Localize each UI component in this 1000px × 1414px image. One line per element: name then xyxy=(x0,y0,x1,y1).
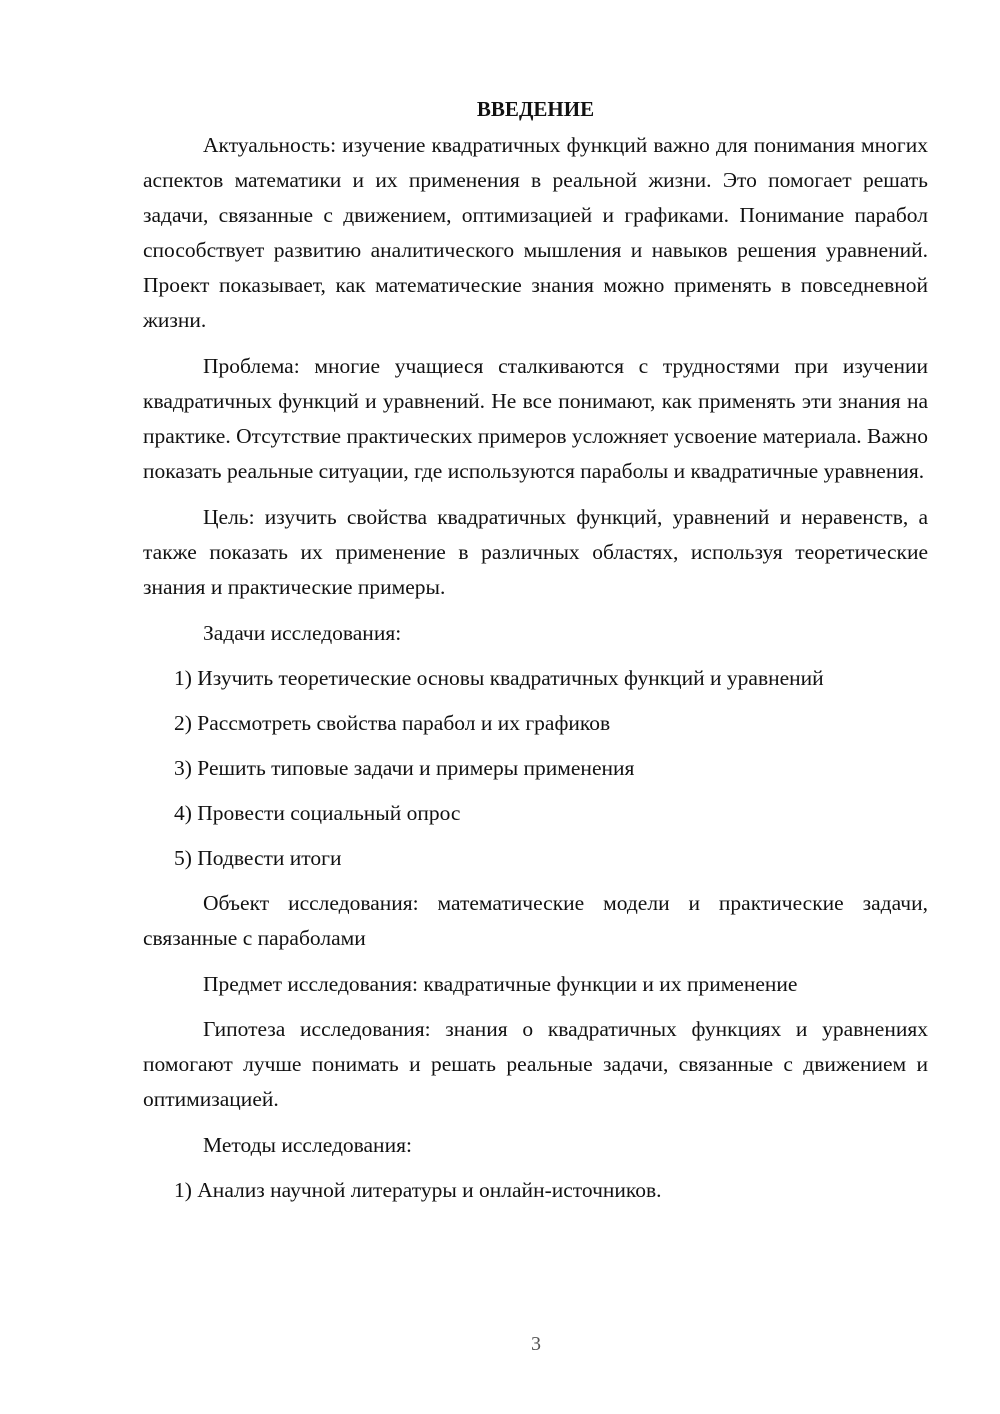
relevance-paragraph: Актуальность: изучение квадратичных функций важно для понимания многих аспектов математики и их применения в реальной жизни. Это помогает решать задачи, связанные с движением, оптимизацией и графиками. Понимание парабол способствует развитию аналитического мышления и навыков решения уравнений. Проект показывает, как математические знания можно применять в повседневной жизни. xyxy=(143,133,928,332)
method-item-1: 1) Анализ научной литературы и онлайн-источников. xyxy=(174,1178,662,1202)
subject-paragraph: Предмет исследования: квадратичные функции и их применение xyxy=(203,972,798,996)
object-paragraph: Объект исследования: математические модели и практические задачи, связанные с параболами xyxy=(143,891,928,950)
document-page xyxy=(143,92,928,1218)
task-item-2: 2) Рассмотреть свойства парабол и их графиков xyxy=(174,711,611,735)
problem-paragraph: Проблема: многие учащиеся сталкиваются с трудностями при изучении квадратичных функций и уравнений. Не все понимают, как применять эти знания на практике. Отсутствие практических примеров усложняет усвоение материала. Важно показать реальные ситуации, где используются параболы и квадратичные уравнения. xyxy=(143,354,928,483)
methods-heading: Методы исследования: xyxy=(203,1133,412,1157)
page-number: 3 xyxy=(531,1333,541,1355)
tasks-list xyxy=(143,661,928,876)
goal-paragraph: Цель: изучить свойства квадратичных функций, уравнений и неравенств, а также показать их применение в различных областях, используя теоретические знания и практические примеры. xyxy=(143,505,928,599)
task-item-1: 1) Изучить теоретические основы квадратичных функций и уравнений xyxy=(174,666,824,690)
task-item-4: 4) Провести социальный опрос xyxy=(174,801,461,825)
task-item-5: 5) Подвести итоги xyxy=(174,846,342,870)
task-item-3: 3) Решить типовые задачи и примеры применения xyxy=(174,756,635,780)
section-title: ВВЕДЕНИЕ xyxy=(476,97,595,121)
hypothesis-paragraph: Гипотеза исследования: знания о квадратичных функциях и уравнениях помогают лучше понимать и решать реальные задачи, связанные с движением и оптимизацией. xyxy=(143,1017,928,1111)
methods-list xyxy=(143,1173,928,1208)
tasks-heading: Задачи исследования: xyxy=(203,621,402,645)
